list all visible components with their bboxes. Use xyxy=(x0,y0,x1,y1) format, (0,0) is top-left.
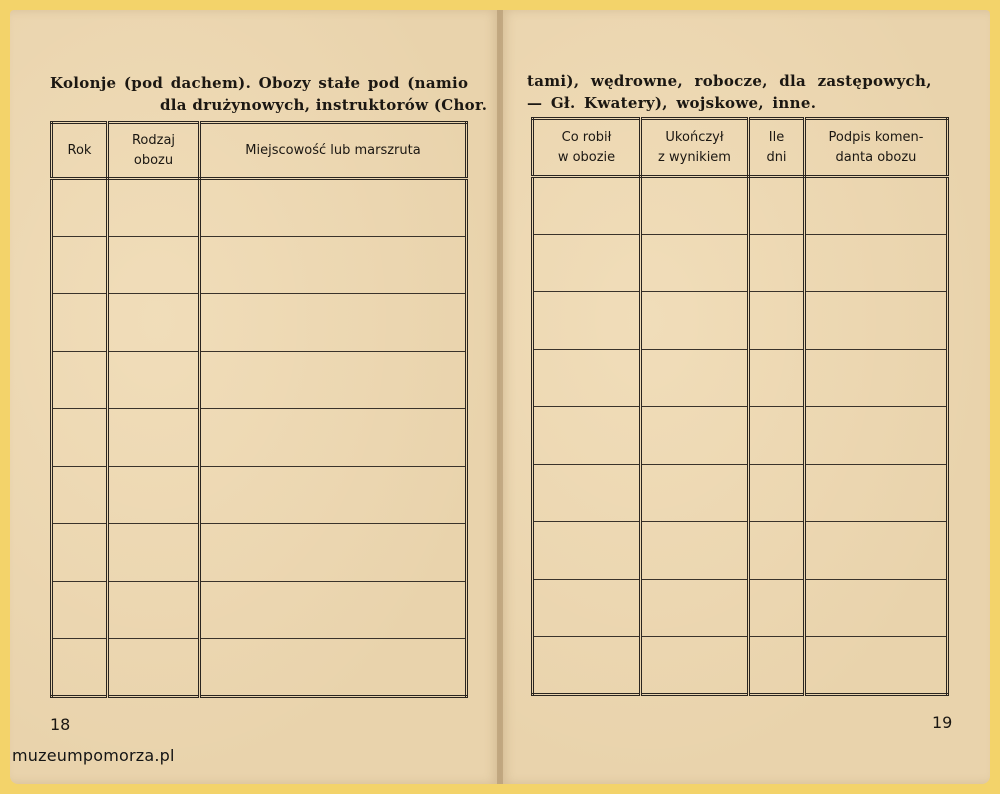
table-cell[interactable] xyxy=(200,236,467,294)
table-cell[interactable] xyxy=(749,522,805,580)
table-row xyxy=(52,351,467,409)
table-cell[interactable] xyxy=(52,581,108,639)
table-cell[interactable] xyxy=(52,236,108,294)
page-number-left: 18 xyxy=(50,715,71,734)
table-cell[interactable] xyxy=(641,464,749,522)
table-row xyxy=(533,579,948,637)
table-cell[interactable] xyxy=(805,349,948,407)
left-camp-table xyxy=(50,121,468,698)
table-cell[interactable] xyxy=(641,407,749,465)
table-cell[interactable] xyxy=(805,177,948,235)
table-cell[interactable] xyxy=(108,581,200,639)
table-cell[interactable] xyxy=(52,179,108,237)
table-row xyxy=(533,349,948,407)
table-cell[interactable] xyxy=(641,177,749,235)
column-header-location: Miejscowość lub marszruta xyxy=(200,123,467,179)
column-header-days: Ile dni xyxy=(749,119,805,177)
table-row xyxy=(533,407,948,465)
table-cell[interactable] xyxy=(200,294,467,352)
column-header-year: Rok xyxy=(52,123,108,179)
table-cell[interactable] xyxy=(108,236,200,294)
table-cell[interactable] xyxy=(533,407,641,465)
table-row xyxy=(533,234,948,292)
table-cell[interactable] xyxy=(52,409,108,467)
table-cell[interactable] xyxy=(641,522,749,580)
column-header-result: Ukończył z wynikiem xyxy=(641,119,749,177)
table-row xyxy=(52,179,467,237)
table-row xyxy=(533,464,948,522)
column-header-camp-type: Rodzaj obozu xyxy=(108,123,200,179)
table-cell[interactable] xyxy=(200,409,467,467)
table-cell[interactable] xyxy=(533,464,641,522)
table-cell[interactable] xyxy=(533,637,641,695)
table-cell[interactable] xyxy=(533,579,641,637)
table-cell[interactable] xyxy=(533,349,641,407)
table-cell[interactable] xyxy=(641,637,749,695)
table-cell[interactable] xyxy=(749,407,805,465)
table-row xyxy=(52,466,467,524)
table-cell[interactable] xyxy=(805,234,948,292)
table-cell[interactable] xyxy=(749,292,805,350)
table-cell[interactable] xyxy=(200,179,467,237)
table-cell[interactable] xyxy=(200,524,467,582)
table-cell[interactable] xyxy=(749,579,805,637)
table-cell[interactable] xyxy=(805,579,948,637)
table-cell[interactable] xyxy=(749,234,805,292)
table-row xyxy=(52,639,467,697)
table-cell[interactable] xyxy=(749,349,805,407)
table-cell[interactable] xyxy=(200,466,467,524)
table-cell[interactable] xyxy=(52,639,108,697)
table-row xyxy=(52,294,467,352)
book-spine xyxy=(497,10,503,784)
table-row xyxy=(52,581,467,639)
left-heading-line-1: Kolonje (pod dachem). Obozy stałe pod (namio xyxy=(50,74,469,92)
table-cell[interactable] xyxy=(108,179,200,237)
table-row xyxy=(52,236,467,294)
table-cell[interactable] xyxy=(52,351,108,409)
table-cell[interactable] xyxy=(749,464,805,522)
table-cell[interactable] xyxy=(533,522,641,580)
table-cell[interactable] xyxy=(200,639,467,697)
left-heading-line-2: dla drużynowych, instruktorów (Chor. xyxy=(160,96,488,114)
right-camp-table xyxy=(531,117,949,696)
table-cell[interactable] xyxy=(200,351,467,409)
watermark: muzeumpomorza.pl xyxy=(12,746,175,765)
table-cell[interactable] xyxy=(52,524,108,582)
table-cell[interactable] xyxy=(533,234,641,292)
table-cell[interactable] xyxy=(749,177,805,235)
table-row xyxy=(52,409,467,467)
table-cell[interactable] xyxy=(108,524,200,582)
table-row xyxy=(533,522,948,580)
table-cell[interactable] xyxy=(108,639,200,697)
table-cell[interactable] xyxy=(533,177,641,235)
table-cell[interactable] xyxy=(805,464,948,522)
table-cell[interactable] xyxy=(200,581,467,639)
table-cell[interactable] xyxy=(641,292,749,350)
table-cell[interactable] xyxy=(641,579,749,637)
table-cell[interactable] xyxy=(805,292,948,350)
right-heading-line-2: — Gł. Kwatery), wojskowe, inne. xyxy=(527,94,817,112)
table-cell[interactable] xyxy=(108,409,200,467)
table-cell[interactable] xyxy=(805,637,948,695)
table-row xyxy=(533,292,948,350)
table-row xyxy=(52,524,467,582)
table-cell[interactable] xyxy=(108,351,200,409)
column-header-signature: Podpis komen- danta obozu xyxy=(805,119,948,177)
table-cell[interactable] xyxy=(749,637,805,695)
table-cell[interactable] xyxy=(108,466,200,524)
table-row xyxy=(533,177,948,235)
table-cell[interactable] xyxy=(641,349,749,407)
right-heading-line-1: tami), wędrowne, robocze, dla zastępowych, xyxy=(527,72,932,90)
table-cell[interactable] xyxy=(641,234,749,292)
table-cell[interactable] xyxy=(52,294,108,352)
table-cell[interactable] xyxy=(52,466,108,524)
table-cell[interactable] xyxy=(108,294,200,352)
page-number-right: 19 xyxy=(932,713,953,732)
column-header-activity: Co robił w obozie xyxy=(533,119,641,177)
table-cell[interactable] xyxy=(805,407,948,465)
table-cell[interactable] xyxy=(805,522,948,580)
table-row xyxy=(533,637,948,695)
table-cell[interactable] xyxy=(533,292,641,350)
